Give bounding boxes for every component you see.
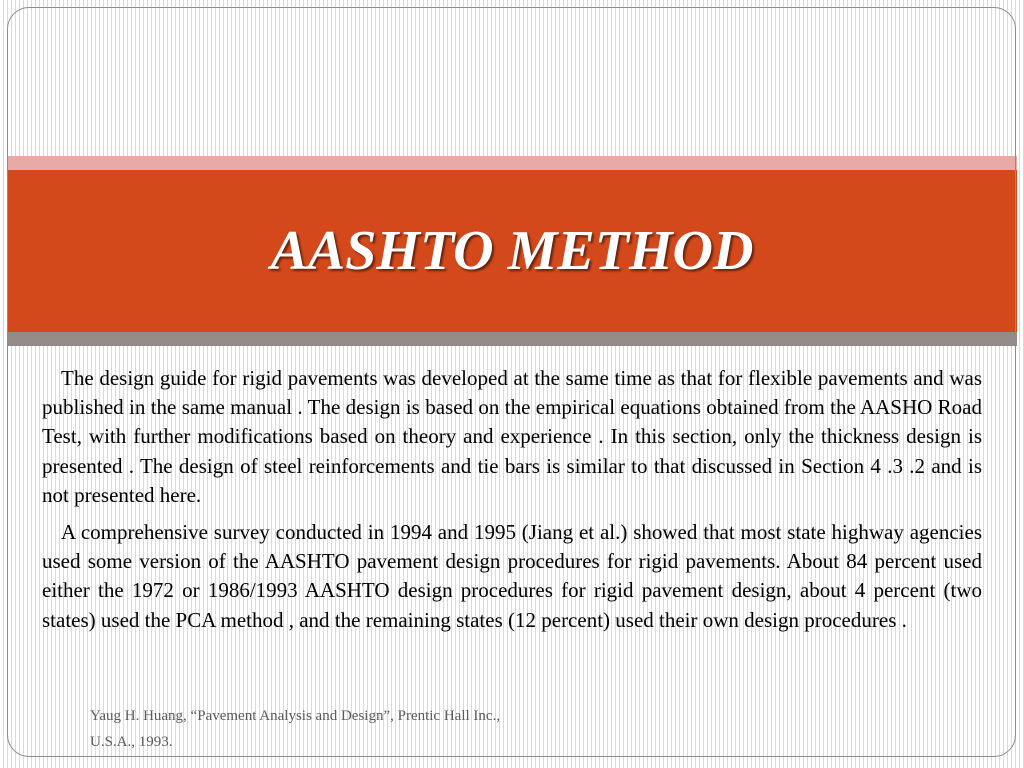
body-paragraph-1: The design guide for rigid pavements was developed at the same time as that for flexible pavements and was published in the same manual . The design is based on the empirical equations obtained from the AASHO Road Test, with further modifications based on theory and experience . In this section, only the thickness design is presented . The design of steel reinforcements and tie bars is similar to that discussed in Section 4 .3 .2 and is not presented here. xyxy=(42,366,982,507)
body-paragraph-2: A comprehensive survey conducted in 1994 and 1995 (Jiang et al.) showed that most state highway agencies used some version of the AASHTO pavement design procedures for rigid pavements. About 84 percent used either the 1972 or 1986/1993 AASHTO design procedures for rigid pavement design, about 4 percent (two states) used the PCA method , and the remaining states (12 percent) used their own design procedures . xyxy=(42,520,982,632)
citation-line-2: U.S.A., 1993. xyxy=(90,734,173,750)
slide-title: AASHTO METHOD xyxy=(270,220,754,282)
title-band xyxy=(7,170,1017,332)
title-accent-strip-top xyxy=(7,156,1017,170)
citation xyxy=(90,703,610,755)
body-text xyxy=(42,364,982,643)
title-accent-strip-bottom xyxy=(7,332,1017,346)
citation-line-1: Yaug H. Huang, “Pavement Analysis and Design”, Prentic Hall Inc., xyxy=(90,708,501,724)
